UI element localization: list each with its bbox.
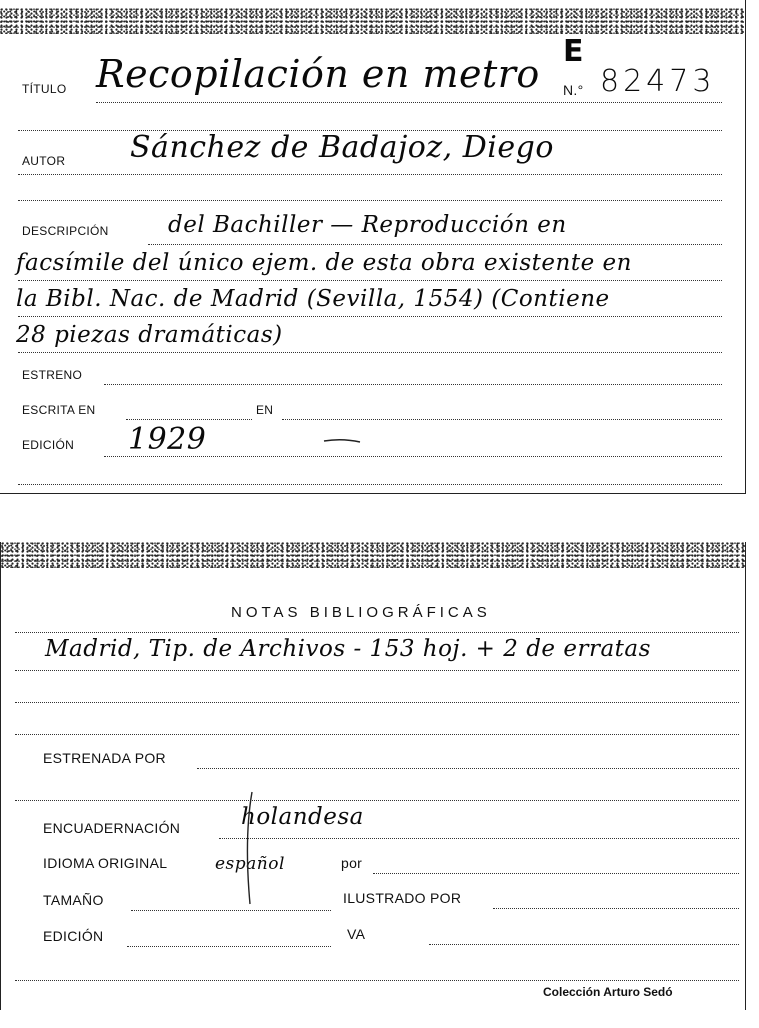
va-label: VA — [347, 926, 366, 942]
idioma-original-value: español — [215, 854, 285, 874]
edicion-value: 1929 — [128, 422, 207, 457]
descripcion-line-3: la Bibl. Nac. de Madrid (Sevilla, 1554) (Contiene — [16, 286, 610, 312]
rule — [15, 980, 739, 981]
estrenada-por-rule — [197, 768, 739, 769]
por-label: por — [341, 855, 363, 871]
estrenada-por-label: ESTRENADA POR — [43, 750, 166, 766]
catalog-card-front — [0, 0, 746, 494]
estreno-label: ESTRENO — [22, 368, 83, 382]
encuadernacion-rule — [219, 838, 739, 839]
encuadernacion-label: ENCUADERNACIÓN — [43, 820, 181, 836]
idioma-original-label: IDIOMA ORIGINAL — [43, 855, 168, 871]
perforated-edge — [0, 8, 745, 34]
por-rule — [373, 873, 739, 874]
rule — [15, 670, 739, 671]
titulo-rule — [96, 102, 722, 103]
autor-rule — [18, 174, 722, 175]
numero-label: N.° — [563, 82, 584, 98]
rule — [18, 280, 722, 281]
edicion-label-back: EDICIÓN — [43, 928, 104, 944]
numero-value: 82473 — [600, 64, 716, 99]
escrita-en-label: ESCRITA EN — [22, 403, 96, 417]
descripcion-label: DESCRIPCIÓN — [22, 224, 109, 238]
rule — [15, 702, 739, 703]
escrita-en-rule — [126, 419, 252, 420]
edicion-back-rule — [127, 946, 331, 947]
pencil-stroke — [238, 788, 264, 908]
notas-heading: NOTAS BIBLIOGRÁFICAS — [231, 604, 491, 621]
edicion-rule — [104, 456, 722, 457]
rule — [15, 800, 739, 801]
rule — [18, 352, 722, 353]
descripcion-line-1: del Bachiller — Reproducción en — [168, 212, 567, 238]
tamano-rule — [131, 910, 331, 911]
notas-value: Madrid, Tip. de Archivos - 153 hoj. + 2 de erratas — [45, 636, 651, 662]
pencil-mark — [322, 436, 362, 444]
descripcion-line-4: 28 piezas dramáticas) — [16, 322, 283, 348]
classification-letter: E — [563, 34, 584, 69]
catalog-card-back — [0, 542, 746, 1010]
rule — [15, 632, 739, 633]
encuadernacion-value: holandesa — [241, 804, 364, 830]
titulo-label: TÍTULO — [22, 82, 67, 96]
en-rule — [282, 419, 722, 420]
ilustrado-por-rule — [493, 908, 739, 909]
rule — [18, 484, 722, 485]
va-rule — [429, 944, 739, 945]
tamano-label: TAMAÑO — [43, 892, 104, 908]
autor-label: AUTOR — [22, 154, 66, 168]
collection-credit: Colección Arturo Sedó — [543, 985, 673, 999]
ilustrado-por-label: ILUSTRADO POR — [343, 890, 462, 906]
rule — [148, 244, 722, 245]
edicion-label: EDICIÓN — [22, 438, 75, 452]
rule — [18, 200, 722, 201]
perforated-edge — [1, 542, 745, 568]
estreno-rule — [104, 384, 722, 385]
rule — [15, 734, 739, 735]
autor-value: Sánchez de Badajoz, Diego — [130, 130, 554, 165]
en-label: EN — [256, 403, 274, 417]
titulo-value: Recopilación en metro — [96, 52, 540, 96]
rule — [18, 316, 722, 317]
descripcion-line-2: facsímile del único ejem. de esta obra existente en — [16, 250, 632, 276]
